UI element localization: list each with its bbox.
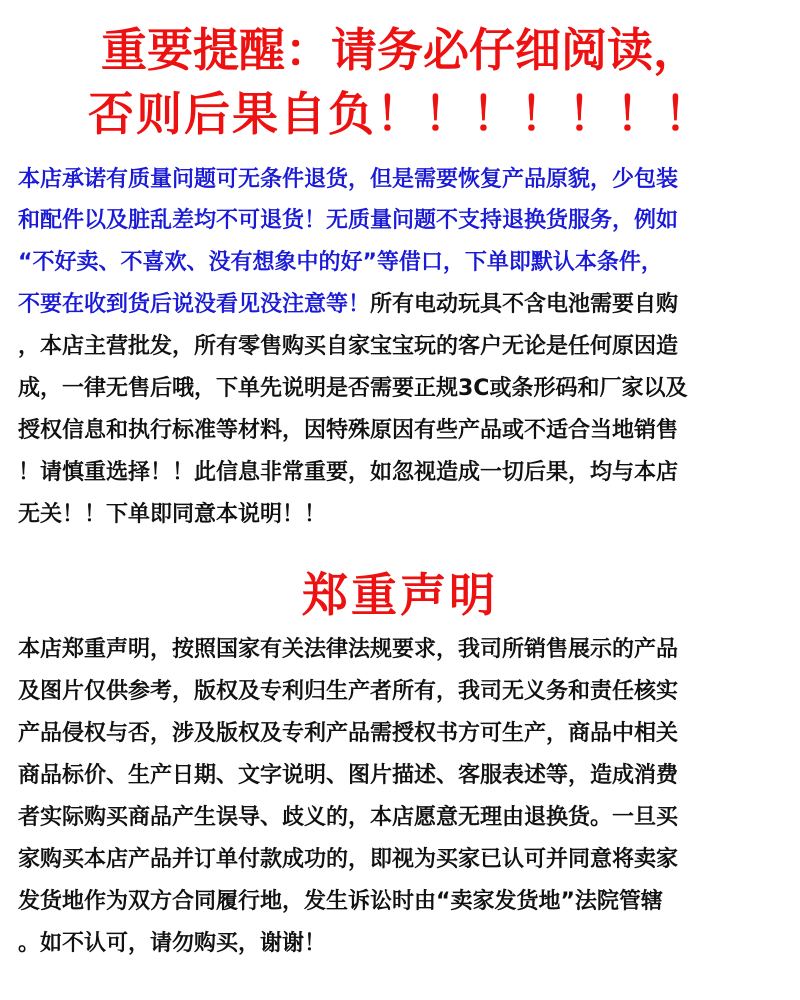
notice-line: ，本店主营批发，所有零售购买自家宝宝玩的客户无论是任何原因造 (18, 334, 679, 359)
declaration-line: 商品标价、生产日期、文字说明、图片描述、客服表述等，造成消费 (18, 763, 679, 788)
declaration-line: 家购买本店产品并订单付款成功的，即视为买家已认可并同意将卖家 (18, 847, 679, 872)
headline-line-1: 重要提醒：请务必仔细阅读， (101, 23, 699, 77)
notice-line: 授权信息和执行标准等材料，因特殊原因有些产品或不适合当地销售 (18, 418, 679, 443)
notice-line: 无关！！下单即同意本说明！！ (18, 502, 327, 527)
declaration-line: 。如不认可，请勿购买，谢谢！ (18, 931, 327, 956)
notice-line (18, 290, 788, 320)
notice-line: 成，一律无售后哦，下单先说明是否需要正规3C或条形码和厂家以及 (18, 376, 688, 401)
declaration-line: 本店郑重声明，按照国家有关法律法规要求，我司所销售展示的产品 (18, 637, 679, 662)
notice-line: “不好卖、不喜欢、没有想象中的好”等借口，下单即默认本条件， (18, 250, 663, 275)
declaration-title: 郑重声明 (302, 568, 498, 622)
notice-line: 本店承诺有质量问题可无条件退货，但是需要恢复产品原貌，少包装 (18, 167, 679, 192)
notice-line: ！请慎重选择！！此信息非常重要，如忽视造成一切后果，均与本店 (18, 460, 679, 485)
declaration-line: 发货地作为双方合同履行地，发生诉讼时由“卖家发货地”法院管辖 (18, 889, 663, 914)
declaration-line: 产品侵权与否，涉及版权及专利产品需授权书方可生产，商品中相关 (18, 721, 679, 746)
notice-line-blue-part: 不要在收到货后说没看见没注意等！ (18, 292, 371, 317)
headline-line-2: 否则后果自负！！！！！！！ (88, 87, 712, 141)
notice-line-black-part: 所有电动玩具不含电池需要自购 (370, 292, 679, 317)
declaration-line: 者实际购买商品产生误导、歧义的，本店愿意无理由退换货。一旦买 (18, 805, 679, 830)
declaration-line: 及图片仅供参考，版权及专利归生产者所有，我司无义务和责任核实 (18, 679, 679, 704)
notice-line: 和配件以及脏乱差均不可退货！无质量问题不支持退换货服务，例如 (18, 208, 679, 233)
